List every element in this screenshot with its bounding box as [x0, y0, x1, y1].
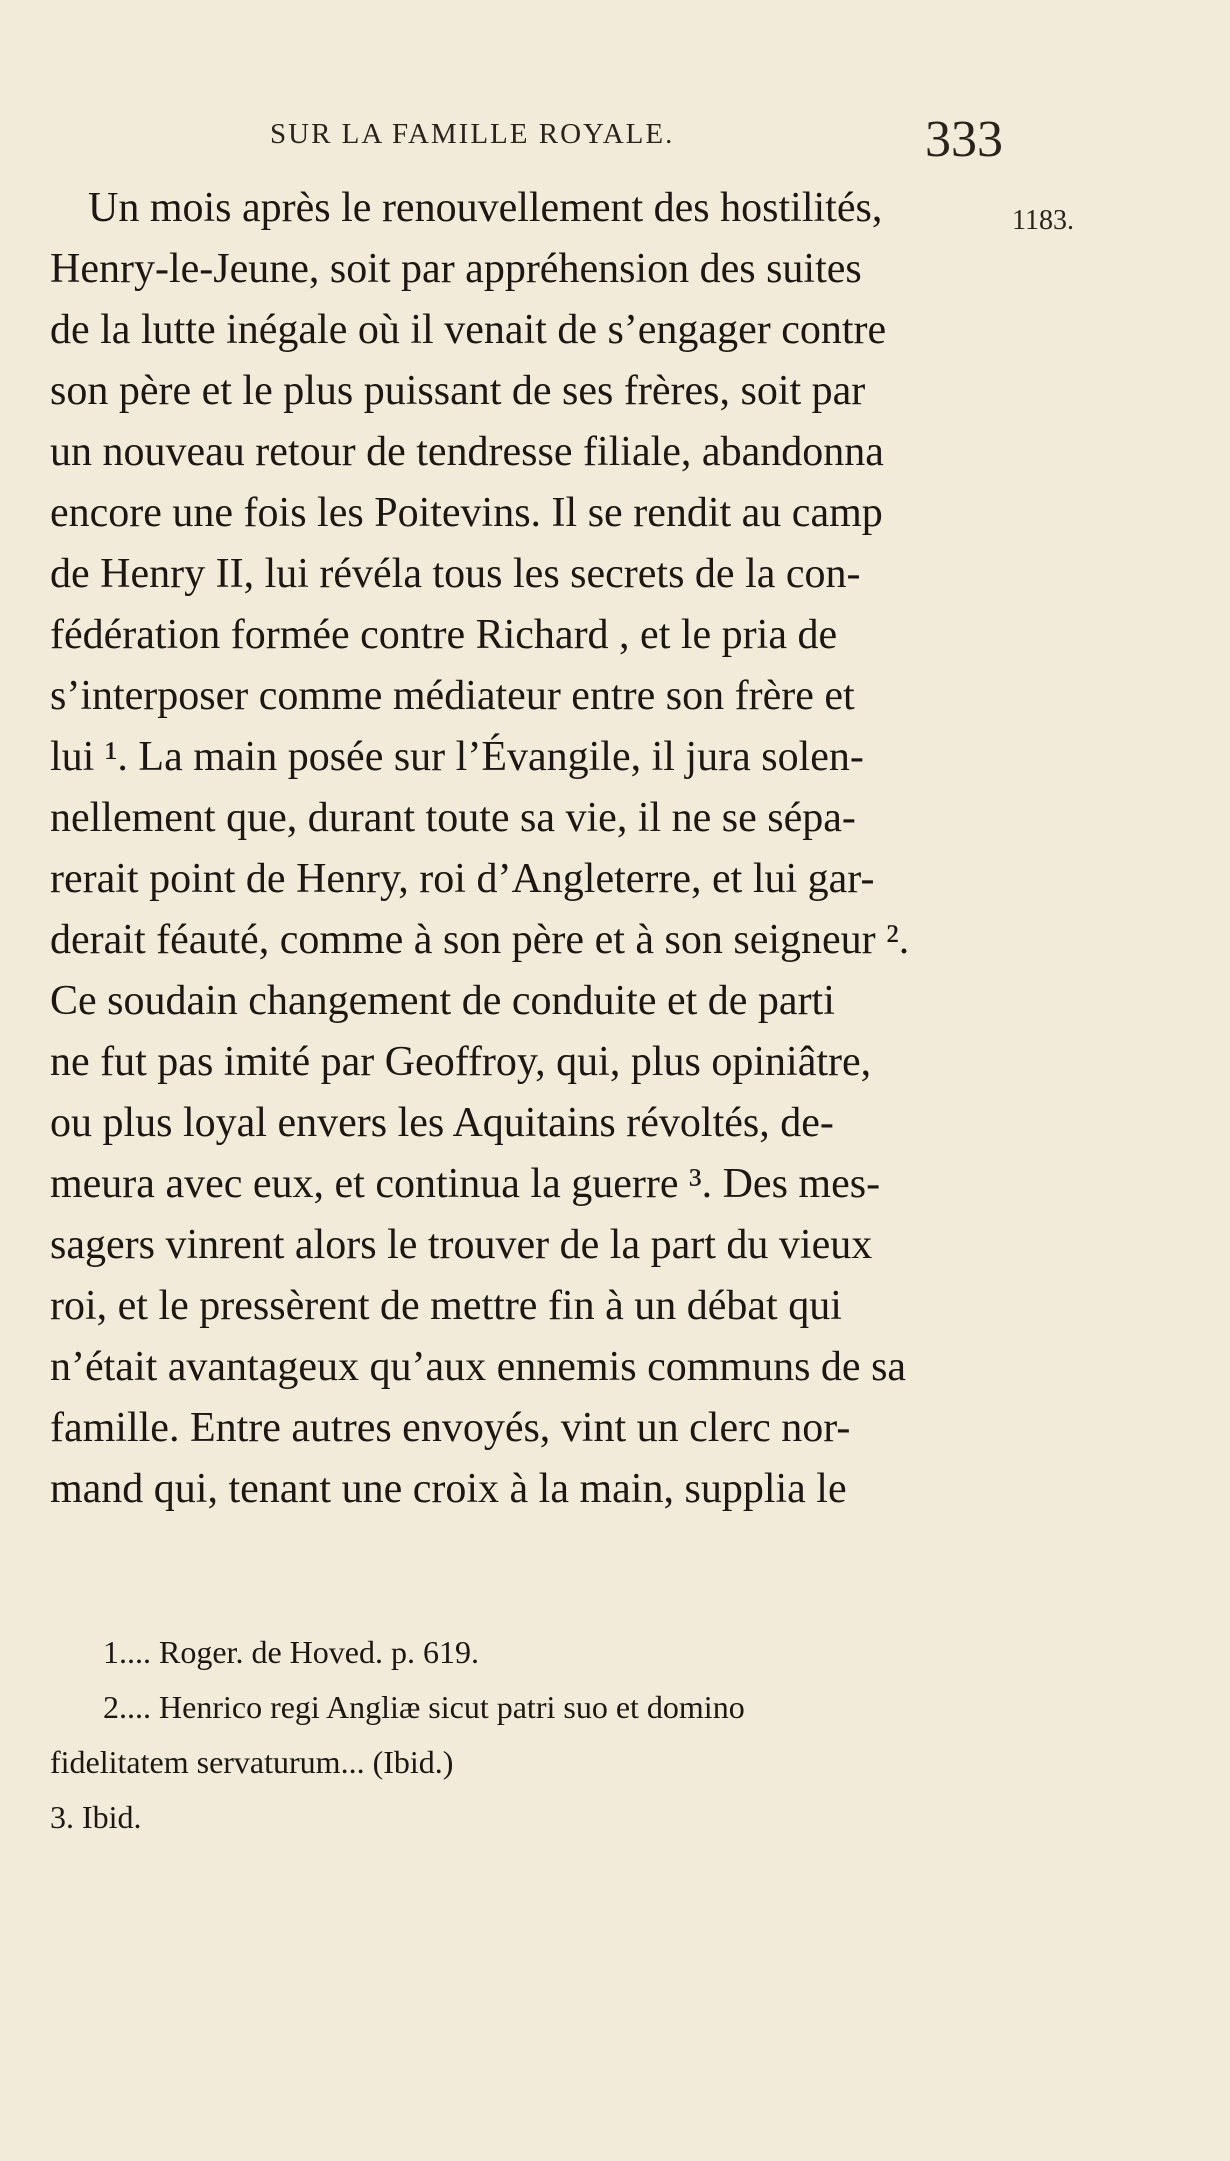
- text-line: ne fut pas imité par Geoffroy, qui, plus opiniâtre,: [50, 1039, 872, 1085]
- page-number: 333: [925, 111, 1003, 168]
- text-line: s’interposer comme médiateur entre son frère et: [50, 673, 855, 719]
- text-line: mand qui, tenant une croix à la main, supplia le: [50, 1466, 847, 1512]
- text-line: ou plus loyal envers les Aquitains révoltés, de-: [50, 1100, 834, 1146]
- text-line: rerait point de Henry, roi d’Angleterre, et lui gar-: [50, 856, 875, 902]
- text-line: lui ¹. La main posée sur l’Évangile, il jura solen-: [50, 734, 864, 780]
- text-line: de la lutte inégale où il venait de s’engager contre: [50, 307, 887, 353]
- footnote-2: 2.... Henrico regi Angliæ sicut patri suo et domino: [103, 1689, 745, 1725]
- text-line: fédération formée contre Richard , et le pria de: [50, 612, 838, 658]
- text-line: de Henry II, lui révéla tous les secrets de la con-: [50, 551, 861, 597]
- running-head: SUR LA FAMILLE ROYALE.: [270, 118, 675, 150]
- footnotes: [50, 1625, 1010, 1845]
- text-line: roi, et le pressèrent de mettre fin à un débat qui: [50, 1283, 842, 1329]
- text-line: nellement que, durant toute sa vie, il ne se sépa-: [50, 795, 856, 841]
- text-line: Un mois après le renouvellement des hostilités,: [88, 185, 883, 231]
- footnote-3: 3. Ibid.: [50, 1799, 142, 1835]
- text-line: meura avec eux, et continua la guerre ³. Des mes-: [50, 1161, 881, 1207]
- text-line: encore une fois les Poitevins. Il se rendit au camp: [50, 490, 883, 536]
- text-line: famille. Entre autres envoyés, vint un clerc nor-: [50, 1405, 851, 1451]
- text-line: un nouveau retour de tendresse filiale, abandonna: [50, 429, 884, 475]
- body-text: [50, 178, 1010, 1520]
- text-line: Henry-le-Jeune, soit par appréhension des suites: [50, 246, 862, 292]
- text-line: sagers vinrent alors le trouver de la part du vieux: [50, 1222, 873, 1268]
- footnote-1: 1.... Roger. de Hoved. p. 619.: [103, 1634, 479, 1670]
- text-line: n’était avantageux qu’aux ennemis communs de sa: [50, 1344, 907, 1390]
- footnote-2-continuation: fidelitatem servaturum... (Ibid.): [50, 1744, 454, 1780]
- text-line: son père et le plus puissant de ses frères, soit par: [50, 368, 866, 414]
- margin-year: 1183.: [1012, 205, 1074, 236]
- text-line: Ce soudain changement de conduite et de parti: [50, 978, 835, 1024]
- text-line: derait féauté, comme à son père et à son seigneur ².: [50, 917, 910, 963]
